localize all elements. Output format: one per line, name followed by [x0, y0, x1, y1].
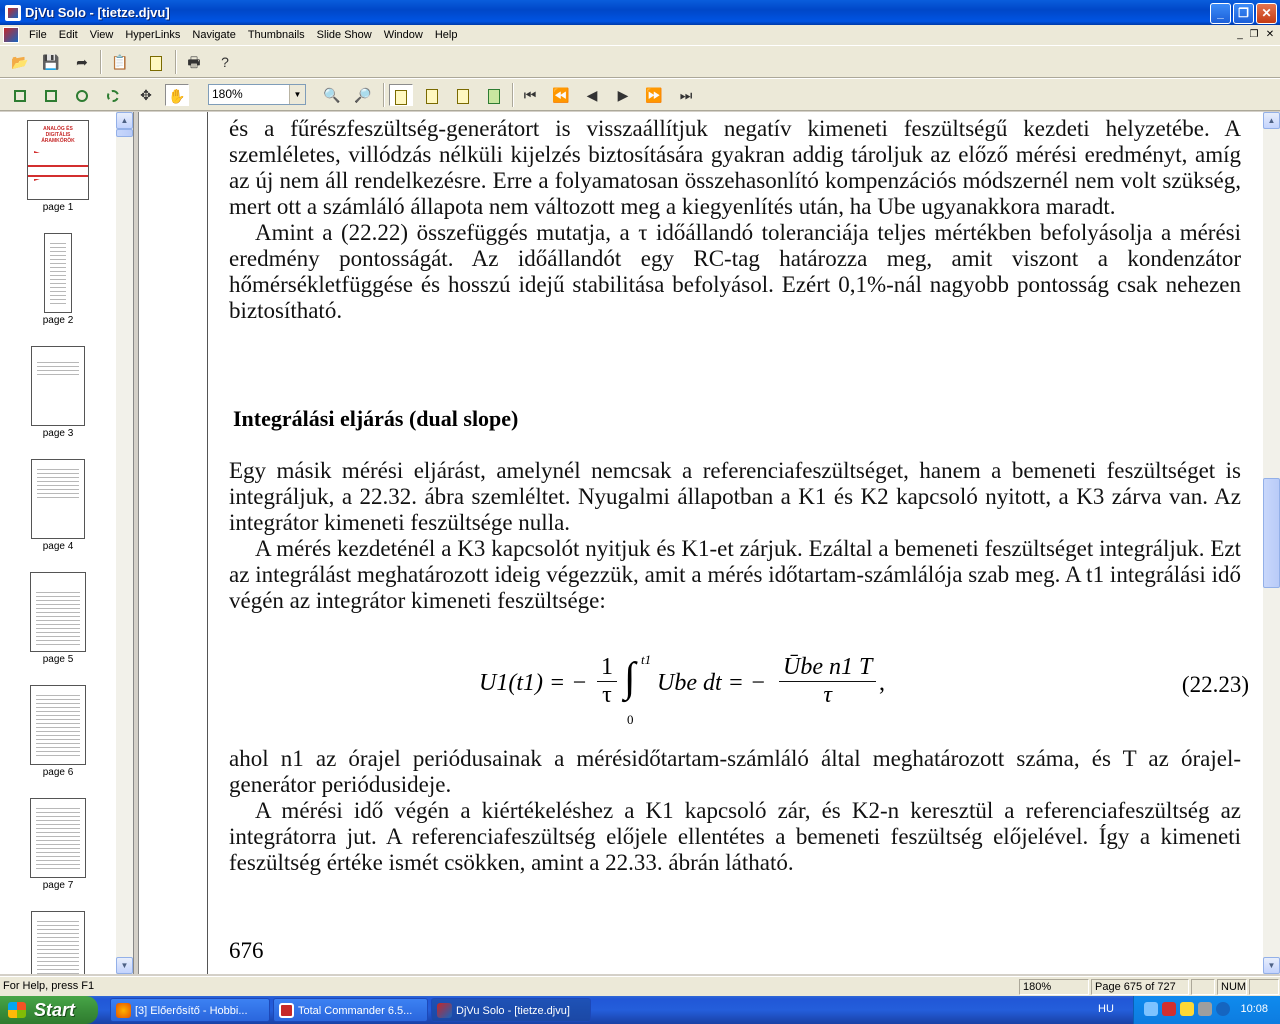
single-page-icon[interactable] — [389, 84, 413, 106]
thumbnail-page-6[interactable] — [0, 685, 116, 778]
help-icon[interactable]: ? — [221, 54, 229, 70]
page-properties-icon[interactable] — [144, 51, 168, 73]
task-total-commander[interactable] — [273, 998, 428, 1022]
thumbnail-label: page 6 — [42, 767, 74, 778]
thumbnail-page-7[interactable] — [0, 798, 116, 891]
standard-toolbar — [0, 45, 1280, 78]
fraction-numerator: 1 — [597, 654, 617, 682]
total-commander-icon — [279, 1003, 294, 1018]
minimize-button[interactable]: _ — [1210, 3, 1231, 24]
scroll-up-icon[interactable]: ▲ — [116, 112, 133, 129]
menu-hyperlinks[interactable]: HyperLinks — [125, 29, 181, 41]
menu-window[interactable]: Window — [383, 29, 423, 41]
document-scrollbar[interactable] — [1263, 112, 1280, 974]
menu-slide-show[interactable]: Slide Show — [316, 29, 372, 41]
thumbnail-label: page 3 — [42, 428, 74, 439]
equation-comma: , — [879, 670, 885, 696]
select-rect-icon[interactable] — [8, 84, 32, 106]
scroll-down-icon[interactable]: ▼ — [1263, 957, 1280, 974]
fraction-2 — [779, 654, 876, 709]
title-bar[interactable] — [0, 0, 1280, 25]
thumbnail-scrollbar[interactable] — [116, 112, 133, 974]
status-indicator — [1191, 979, 1215, 995]
text-block-bottom — [229, 746, 1241, 876]
task-firefox[interactable] — [110, 998, 270, 1022]
task-djvu-solo[interactable] — [431, 998, 591, 1022]
status-bar — [0, 976, 1280, 996]
clock[interactable]: 10:08 — [1240, 1003, 1268, 1015]
menu-bar — [0, 25, 1280, 45]
fit-page-icon[interactable] — [482, 84, 506, 106]
fraction-denominator: τ — [823, 682, 832, 708]
paragraph: Amint a (22.22) összefüggés mutatja, a τ időállandó toleranciája teljes mértékben befolyásolja a mérési eredmény pontosságát. Az időállandót egy RC-tag határozza meg, amit viszont a kondenzátor hőmérsékletfüggése és hosszú idejű stabilitása befolyásol. Ezért 0,1%-nál nagyobb pontosság csak nehezen biztosítható. — [229, 220, 1241, 323]
menu-view[interactable]: View — [89, 29, 114, 41]
printed-page-number: 676 — [229, 938, 264, 963]
djvu-icon — [437, 1003, 452, 1018]
integrand: Ube dt = − — [657, 670, 767, 696]
fraction-denominator: τ — [602, 682, 612, 708]
thumbnail-label: page 2 — [42, 315, 74, 326]
bluetooth-icon[interactable] — [1216, 1002, 1230, 1016]
pan-move-icon[interactable]: ✥ — [140, 87, 152, 103]
text-block-middle — [229, 458, 1241, 614]
zoom-out-icon[interactable]: 🔎 — [354, 87, 372, 103]
menu-help[interactable]: Help — [434, 29, 458, 41]
volume-icon[interactable] — [1180, 1002, 1194, 1016]
view-toolbar — [0, 78, 1280, 111]
thumbnail-page-8[interactable] — [0, 911, 116, 974]
zoom-value: 180% — [212, 87, 243, 101]
status-scroll — [1249, 979, 1279, 995]
previous-page-icon[interactable]: ◀ — [586, 87, 598, 103]
cover-title: ANALÓG ÉS DIGITÁLIS ÁRAMKÖRÖK — [41, 126, 75, 144]
window-title: DjVu Solo - [tietze.djvu] — [25, 5, 170, 20]
thumbnail-page-3[interactable] — [0, 346, 116, 439]
scroll-up-icon[interactable]: ▲ — [1263, 112, 1280, 129]
scroll-down-icon[interactable]: ▼ — [116, 957, 133, 974]
device-icon[interactable] — [1198, 1002, 1212, 1016]
zoom-select[interactable] — [208, 84, 306, 105]
doc-close-button[interactable]: ✕ — [1265, 29, 1275, 40]
equation-22-23 — [479, 652, 1259, 732]
continuous-page-icon[interactable] — [420, 84, 444, 106]
thumbnail-page-4[interactable] — [0, 459, 116, 552]
chevron-down-icon[interactable]: ▼ — [289, 85, 305, 104]
start-button[interactable] — [0, 996, 98, 1024]
thumbnail-page-2[interactable] — [0, 233, 116, 326]
select-oval-icon[interactable] — [70, 84, 94, 106]
status-page: Page 675 of 727 — [1091, 979, 1189, 995]
paragraph: ahol n1 az órajel periódusainak a mérésidőtartam-számláló által meghatározott száma, és T az órajel-generátor periódusideje. — [229, 746, 1241, 797]
menu-thumbnails[interactable]: Thumbnails — [247, 29, 305, 41]
close-button[interactable]: ✕ — [1256, 3, 1277, 24]
next-page-icon[interactable]: ▶ — [617, 87, 629, 103]
equation-lhs: U1(t1) = − — [479, 670, 588, 696]
system-tray — [1133, 996, 1280, 1024]
scroll-thumb[interactable] — [116, 129, 133, 137]
paragraph: A mérési idő végén a kiértékeléshez a K1 kapcsoló zár, és K2-n keresztül a referenciafeszültség az integrátorra jut. A referenciafeszültség előjele ellentétes a bemeneti feszültség előjelével. Így a kimeneti feszültség értéke ismét csökken, amint a 22.33. ábrán látható. — [229, 798, 1241, 875]
paragraph: A mérés kezdeténél a K3 kapcsolót nyitjuk és K1-et zárjuk. Ezáltal a bemeneti feszültséget integráljuk. Ezt az integrálást meghatározott ideig végezzük, amit a mérés időtartam-számlálója szab meg. A t1 integrálási idő végén az integrátor kimeneti feszültsége: — [229, 536, 1241, 613]
document-view[interactable] — [138, 112, 1263, 974]
fraction-numerator: Ūbe n1 T — [779, 654, 876, 682]
integral-upper: t1 — [641, 652, 652, 667]
paragraph: és a fűrészfeszültség-generátort is visszaállítjuk negatív kimeneti feszültségű kezdeti helyzetébe. A szemléletes, villódzás nélküli kijelzés biztosítására gyakran addig tároljuk az előző mérési eredményt, amíg az új nem áll rendelkezésre. Erre a folyamatosan összehasonlító kompenzációs módszernél nem volt szükség, mert ott a számláló állapota nem változott meg a kiegyenlítés után, ha Ube ugyanakkora maradt. — [229, 116, 1241, 219]
last-page-icon[interactable]: ⏭ — [679, 87, 693, 103]
select-poly-icon[interactable] — [101, 84, 125, 106]
task-label: [3] Előerősítő - Hobbi... — [135, 1005, 248, 1017]
thumbnail-pane — [0, 112, 134, 974]
page-edge — [207, 112, 208, 974]
save-icon[interactable]: 💾 — [42, 54, 60, 70]
status-num: NUM — [1217, 979, 1247, 995]
thumbnail-page-5[interactable] — [0, 572, 116, 665]
fast-forward-icon[interactable]: ⏩ — [645, 87, 663, 103]
paste-icon[interactable]: 📋 — [111, 54, 129, 70]
status-zoom: 180% — [1019, 979, 1089, 995]
start-label: Start — [34, 1000, 76, 1020]
zoom-in-icon[interactable]: 🔍 — [323, 87, 341, 103]
open-icon[interactable]: 📂 — [11, 54, 29, 70]
equation-number: (22.23) — [1181, 672, 1249, 697]
taskbar — [0, 996, 1280, 1024]
thumbnail-label: page 4 — [42, 541, 74, 552]
print-icon[interactable]: 🖶 — [187, 54, 201, 70]
first-page-icon[interactable]: ⏮ — [523, 87, 537, 103]
hand-tool-icon[interactable]: ✋ — [165, 84, 189, 106]
menu-file[interactable]: File — [29, 29, 47, 41]
doc-minimize-button[interactable]: _ — [1237, 29, 1243, 40]
text-block-top — [229, 116, 1241, 324]
thumbnail-label: page 7 — [42, 880, 74, 891]
maximize-button[interactable]: ❐ — [1233, 3, 1254, 24]
cover-thumbnail — [27, 120, 89, 200]
windows-flag-icon — [8, 1002, 26, 1018]
select-rect-dashed-icon[interactable] — [39, 84, 63, 106]
export-icon[interactable]: ➦ — [76, 54, 88, 70]
network-icon[interactable] — [1144, 1002, 1158, 1016]
document-icon[interactable] — [3, 27, 19, 43]
language-indicator[interactable]: HU — [1098, 1003, 1114, 1015]
task-label: Total Commander 6.5... — [298, 1005, 413, 1017]
section-heading: Integrálási eljárás (dual slope) — [233, 406, 519, 431]
thumbnail-page-1[interactable] — [0, 120, 116, 213]
integral-sign: ∫ — [624, 655, 636, 701]
menu-edit[interactable]: Edit — [58, 29, 78, 41]
doc-restore-button[interactable]: ❐ — [1249, 29, 1259, 40]
status-help-text: For Help, press F1 — [3, 980, 95, 992]
djvu-app-icon[interactable] — [5, 5, 21, 21]
shield-icon[interactable] — [1162, 1002, 1176, 1016]
task-label: DjVu Solo - [tietze.djvu] — [456, 1005, 570, 1017]
menu-navigate[interactable]: Navigate — [192, 29, 236, 41]
fraction-1 — [597, 654, 617, 709]
scroll-thumb[interactable] — [1263, 478, 1280, 588]
rewind-icon[interactable]: ⏪ — [552, 87, 570, 103]
firefox-icon — [116, 1003, 131, 1018]
integral-lower: 0 — [627, 712, 634, 727]
thumbnail-label: page 5 — [42, 654, 74, 665]
paragraph: Egy másik mérési eljárást, amelynél nemcsak a referenciafeszültséget, hanem a bemeneti feszültséget is integráljuk, a 22.32. ábra szemléltet. Nyugalmi állapotban a K1 és K2 kapcsoló nyitott, a K3 zárva van. Az integrátor kimeneti feszültsége nulla. — [229, 458, 1241, 535]
facing-pages-icon[interactable] — [451, 84, 475, 106]
thumbnail-label: page 1 — [42, 202, 74, 213]
